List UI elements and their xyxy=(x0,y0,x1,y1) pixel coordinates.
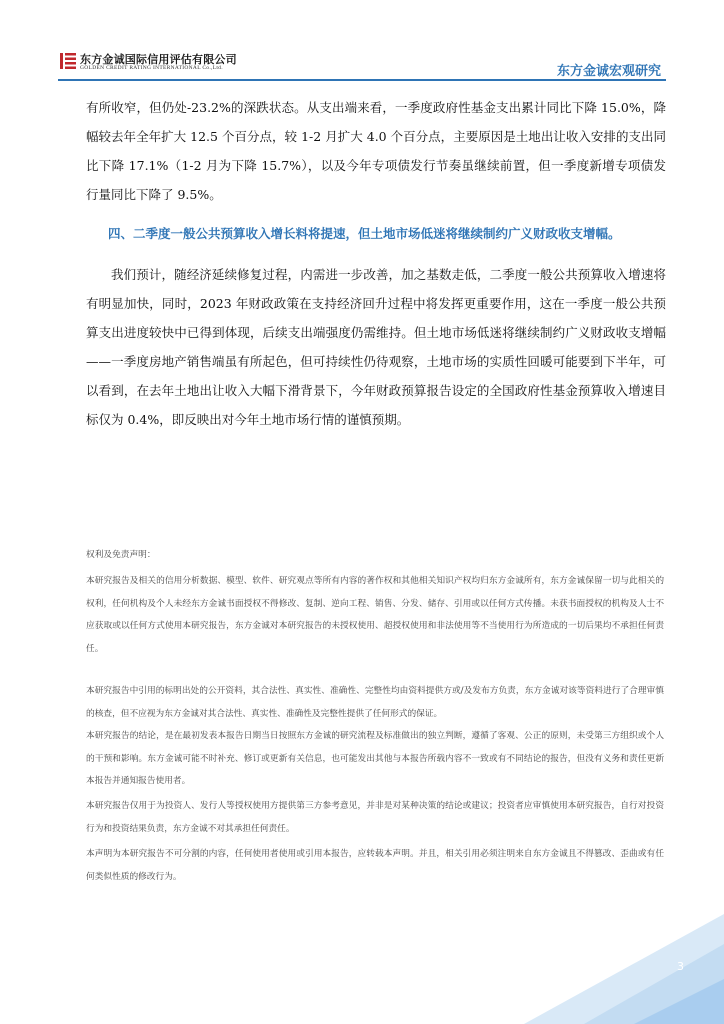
section-heading: 四、二季度一般公共预算收入增长料将提速，但土地市场低迷将继续制约广义财政收支增幅。 xyxy=(108,226,621,241)
disclaimer-item: 本研究报告仅用于为投资人、发行人等授权使用方提供第三方参考意见，并非是对某种决策的结论或建议；投资者应审慎使用本研究报告，自行对投资行为和投资结果负责，东方金诚不对其承担任何责任。 xyxy=(86,801,664,834)
company-logo-icon xyxy=(60,53,76,69)
disclaimer-item: 本研究报告中引用的标明出处的公开资料，其合法性、真实性、准确性、完整性均由资料提供方或/及发布方负责，东方金诚对该等资料进行了合理审慎的核查，但不应视为东方金诚对其合法性、真实性、准确性及完整性提供了任何形式的保证。 xyxy=(86,686,664,719)
company-name-en: GOLDEN CREDIT RATING INTERNATIONAL Co.,Ltd. xyxy=(80,65,223,71)
body-paragraph-1: 有所收窄，但仍处-23.2%的深跌状态。从支出端来看，一季度政府性基金支出累计同比下降 15.0%，降幅较去年全年扩大 12.5 个百分点，较 1-2 月扩大 4.0 个百分点，主要原因是土地出让收入安排的支出同比下降 17.1%（1-2 月为下降 15.7%），以及今年专项债发行节奏虽继续前置，但一季度新增专项债发行量同比下降了 9.5%。 xyxy=(86,100,666,202)
page-number: 3 xyxy=(677,960,684,973)
body-paragraph-2: 我们预计，随经济延续修复过程，内需进一步改善，加之基数走低，二季度一般公共预算收入增速将有明显加快，同时，2023 年财政政策在支持经济回升过程中将发挥更重要作用，这在一季度一般公共预算支出进度较快中已得到体现，后续支出端强度仍需维持。但土地市场低迷将继续制约广义财政收支增幅——一季度房地产销售端虽有所起色，但可持续性仍待观察，土地市场的实质性回暖可能要到下半年，可以看到，在去年土地出让收入大幅下滑背景下，今年财政预算报告设定的全国政府性基金预算收入增速目标仅为 0.4%，即反映出对今年土地市场行情的谨慎预期。 xyxy=(86,267,666,427)
disclaimer-item: 本研究报告及相关的信用分析数据、模型、软件、研究观点等所有内容的著作权和其他相关知识产权均归东方金诚所有，东方金诚保留一切与此相关的权利，任何机构及个人未经东方金诚书面授权不得修改、复制、逆向工程、销售、分发、储存、引用或以任何方式传播。未获书面授权的机构及人士不应获取或以任何方式使用本研究报告，东方金诚对本研究报告的未授权使用、超授权使用和非法使用等不当使用行为所造成的一切后果均不承担任何责任。 xyxy=(86,576,664,654)
company-name-cn: 东方金诚国际信用评估有限公司 xyxy=(80,53,237,66)
disclaimer-item: 本声明为本研究报告不可分割的内容，任何使用者使用或引用本报告，应转载本声明。并且，相关引用必须注明来自东方金诚且不得篡改、歪曲或有任何类似性质的修改行为。 xyxy=(86,849,664,882)
disclaimer-item: 本研究报告的结论，是在最初发表本报告日期当日按照东方金诚的研究流程及标准做出的独立判断，遵循了客观、公正的原则，未受第三方组织或个人的干预和影响。东方金诚可能不时补充、修订或更新有关信息，也可能发出其他与本报告所载内容不一致或有不同结论的报告，但没有义务和责任更新本报告并通知报告使用者。 xyxy=(86,731,664,787)
header-section-title: 东方金诚宏观研究 xyxy=(556,64,661,79)
corner-decoration xyxy=(464,874,724,1024)
header-divider xyxy=(58,79,666,81)
disclaimer-title: 权利及免责声明： xyxy=(86,550,156,560)
